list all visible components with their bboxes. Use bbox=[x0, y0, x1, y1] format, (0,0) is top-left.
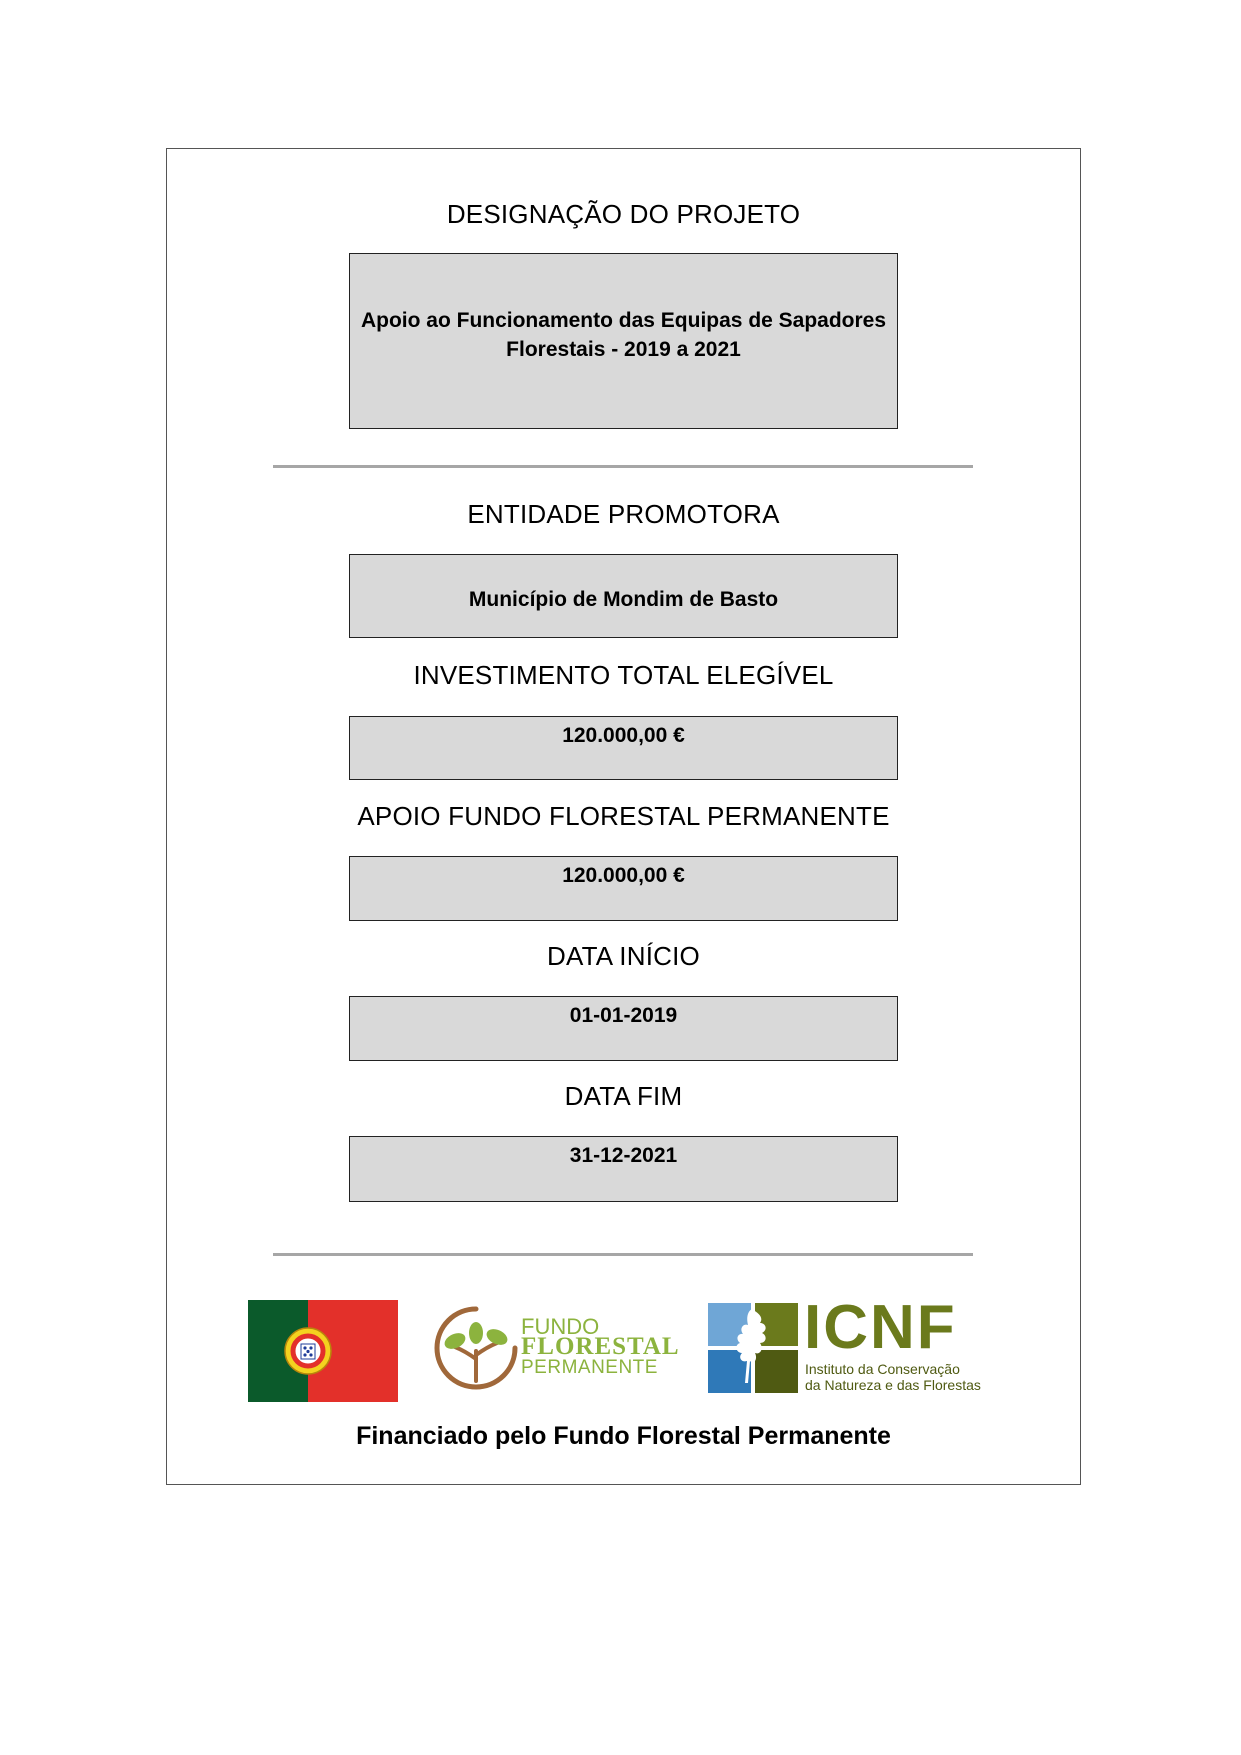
icnf-line-2: da Natureza e das Florestas bbox=[805, 1377, 981, 1393]
tree-circle-icon bbox=[431, 1303, 521, 1393]
ffp-line-3: PERMANENTE bbox=[521, 1357, 658, 1378]
apoio-heading: APOIO FUNDO FLORESTAL PERMANENTE bbox=[357, 801, 890, 831]
investimento-heading: INVESTIMENTO TOTAL ELEGÍVEL bbox=[413, 660, 834, 690]
data-inicio-value-box bbox=[349, 996, 898, 1061]
entidade-value: Município de Mondim de Basto bbox=[468, 588, 779, 611]
ffp-line-1: FUNDO bbox=[521, 1314, 600, 1339]
portugal-flag-logo bbox=[248, 1300, 398, 1402]
data-fim-value: 31-12-2021 bbox=[569, 1144, 678, 1167]
icnf-squares-oak-leaf-icon bbox=[708, 1303, 798, 1393]
data-inicio-value: 01-01-2019 bbox=[569, 1004, 678, 1027]
designacao-line-2: Florestais - 2019 a 2021 bbox=[506, 338, 741, 361]
ffp-line-2: FLORESTAL bbox=[521, 1333, 680, 1360]
entidade-value-box bbox=[349, 554, 898, 638]
designacao-line-1: Apoio ao Funcionamento das Equipas de Sapadores bbox=[360, 309, 887, 332]
designacao-value-box bbox=[349, 253, 898, 429]
entidade-heading: ENTIDADE PROMOTORA bbox=[467, 499, 780, 529]
designacao-heading: DESIGNAÇÃO DO PROJETO bbox=[446, 199, 801, 229]
apoio-value-box bbox=[349, 856, 898, 921]
investimento-value: 120.000,00 € bbox=[562, 724, 685, 747]
financing-statement: Financiado pelo Fundo Florestal Permanente bbox=[356, 1422, 891, 1450]
icnf-logo bbox=[708, 1293, 1008, 1401]
icnf-acronym: ICNF bbox=[804, 1293, 957, 1362]
divider-bottom bbox=[273, 1253, 973, 1256]
fundo-florestal-permanente-logo bbox=[431, 1303, 681, 1393]
project-info-panel bbox=[166, 148, 1081, 1485]
apoio-value: 120.000,00 € bbox=[562, 864, 685, 887]
data-fim-value-box bbox=[349, 1136, 898, 1202]
data-inicio-heading: DATA INÍCIO bbox=[547, 941, 700, 971]
icnf-line-1: Instituto da Conservação bbox=[805, 1361, 960, 1377]
investimento-value-box bbox=[349, 716, 898, 780]
data-fim-heading: DATA FIM bbox=[564, 1081, 683, 1111]
divider-top bbox=[273, 465, 973, 468]
